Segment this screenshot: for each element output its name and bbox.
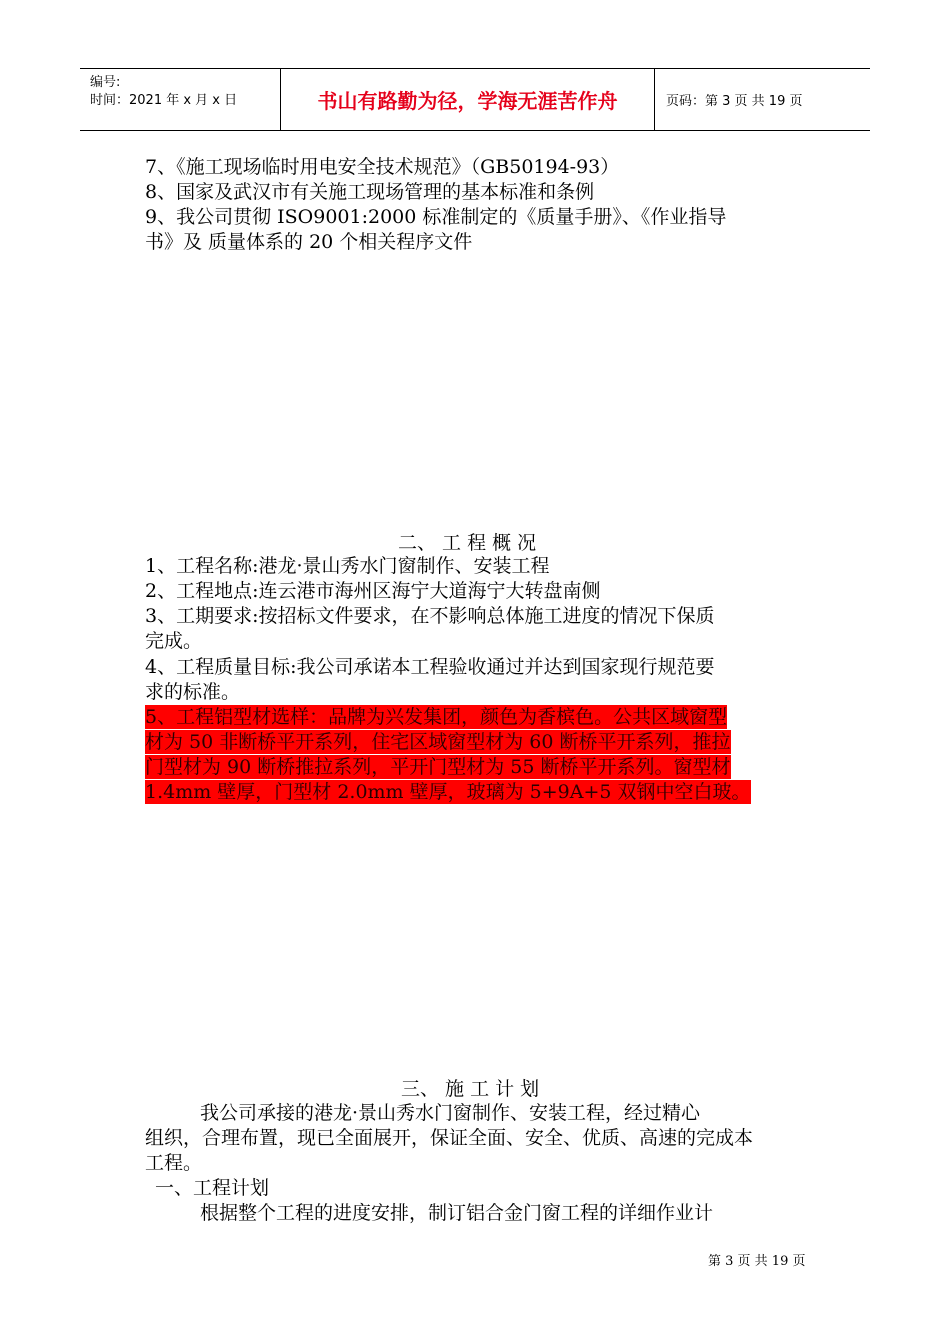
time-label: 时间：2021 年 x 月 x 日 [90,93,238,108]
basis-item: 9、我公司贯彻 ISO9001:2000 标准制定的《质量手册》、《作业指导 [145,206,727,228]
overview-line: 2、工程地点:连云港市海州区海宁大道海宁大转盘南侧 [145,580,601,602]
highlighted-line: 门型材为 90 断桥推拉系列，平开门型材为 55 断桥平开系列。窗型材 [145,756,731,778]
overview-line: 4、工程质量目标:我公司承诺本工程验收通过并达到国家现行规范要 [145,656,715,678]
header-motto: 书山有路勤为径，学海无涯苦作舟 [317,89,618,113]
page-header [80,68,870,131]
plan-intro-line: 我公司承接的港龙·景山秀水门窗制作、安装工程，经过精心 [200,1102,701,1124]
highlighted-line: 5、工程铝型材选样：品牌为兴发集团，颜色为香槟色。公共区域窗型 [145,706,728,728]
overview-line: 1、工程名称:港龙·景山秀水门窗制作、安装工程 [145,555,550,577]
subheading: 一、工程计划 [155,1177,270,1199]
page-footer: 第 3 页 共 19 页 [708,1254,806,1269]
section-title: 三、 施 工 计 划 [401,1078,540,1100]
section-title: 二、 工 程 概 况 [398,532,537,554]
overview-line: 3、工期要求:按招标文件要求，在不影响总体施工进度的情况下保质 [145,605,715,627]
basis-item: 书》及 质量体系的 20 个相关程序文件 [145,231,473,253]
header-meta-cell [80,69,280,130]
header-divider [654,69,655,130]
number-label: 编号: [90,75,121,90]
plan-intro-line: 组织，合理布置，现已全面展开，保证全面、安全、优质、高速的完成本 [145,1127,754,1149]
highlighted-line: 1.4mm 壁厚，门型材 2.0mm 壁厚，玻璃为 5+9A+5 双钢中空白玻。 [145,781,751,803]
basis-item: 7、《施工现场临时用电安全技术规范》（GB50194-93） [145,156,620,178]
overview-line: 求的标准。 [145,681,241,703]
overview-line: 完成。 [145,630,203,652]
header-page-info: 页码：第 3 页 共 19 页 [666,94,803,109]
basis-item: 8、国家及武汉市有关施工现场管理的基本标准和条例 [145,181,595,203]
highlighted-line: 材为 50 非断桥平开系列，住宅区域窗型材为 60 断桥平开系列，推拉 [145,731,731,753]
plan-line: 根据整个工程的进度安排，制订铝合金门窗工程的详细作业计 [200,1202,714,1224]
plan-intro-line: 工程。 [145,1152,203,1174]
